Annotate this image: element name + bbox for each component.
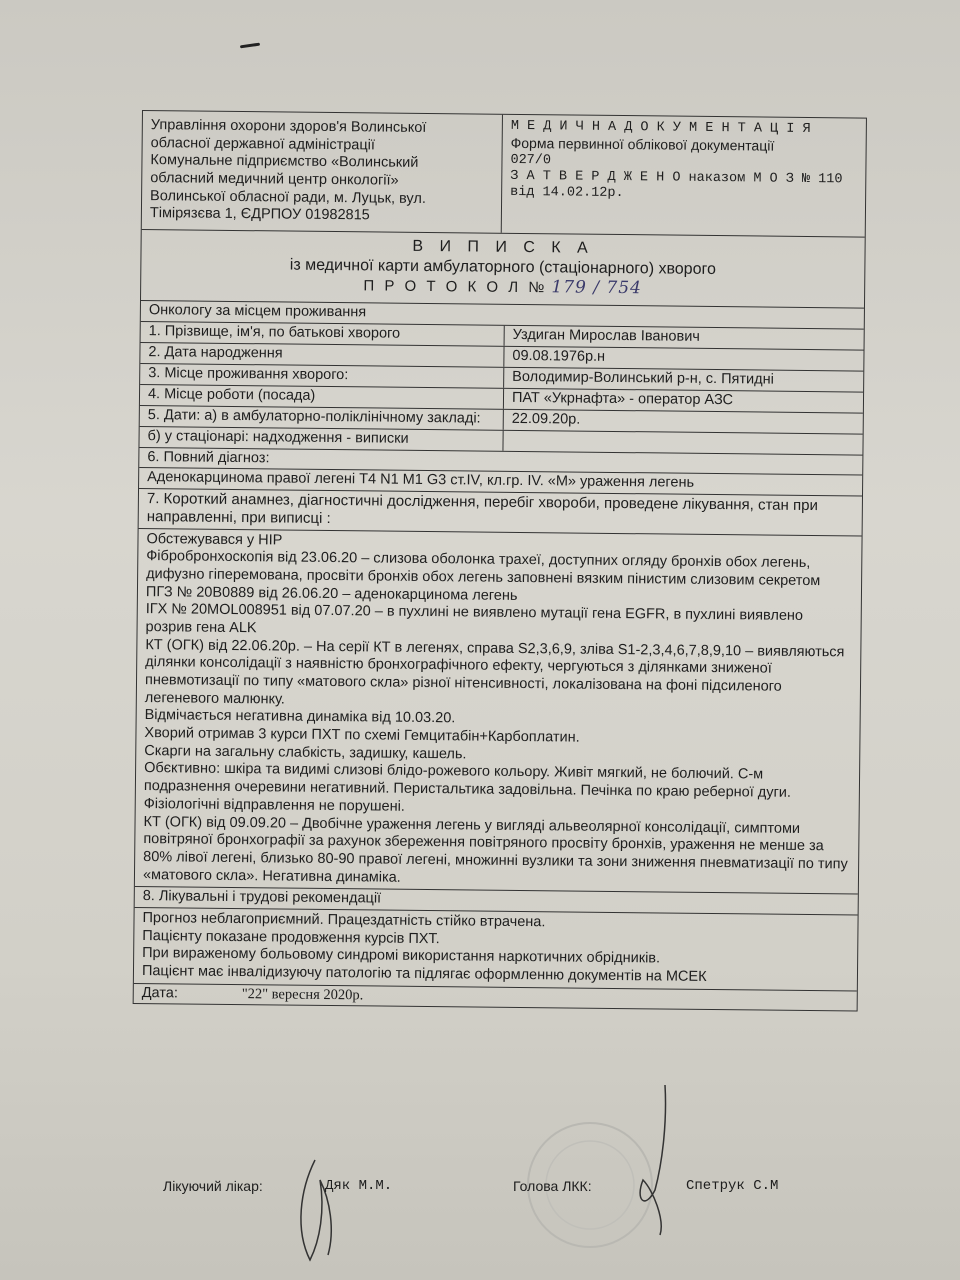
institution-line: обласної державної адміністрації xyxy=(150,134,376,154)
recommendation-line: Пацієнт має інвалідизуючу патологію та підлягає оформленню документів на МСЕК xyxy=(141,963,707,986)
field-value: 09.08.1976р.н xyxy=(512,347,606,365)
institution-line: Волинської обласної ради, м. Луцьк, вул. xyxy=(150,187,426,207)
title-subtitle: із медичної карти амбулаторного (стаціонарного) хворого xyxy=(289,256,717,278)
form-info-block xyxy=(502,115,866,237)
field-label: 3. Місце проживання хворого: xyxy=(140,364,504,388)
diagnosis-text: Аденокарцинома правої легені Т4 N1 M1 G3 ст.IV, кл.гр. IV. «М» ураження легень xyxy=(139,468,862,496)
recommendation-line: Пацієнту показане продовження курсів ПХТ. xyxy=(142,927,440,947)
anamnesis-paragraph: Обстежувався у НІР xyxy=(146,530,283,549)
anamnesis-paragraph: ПГЗ № 20В0889 від 26.06.20 – аденокарцинома легень xyxy=(145,583,518,604)
field-value: ПАТ «Укрнафта» - оператор АЗС xyxy=(511,389,734,408)
anamnesis-paragraph: КТ (ОГК) від 22.06.20р. – На серії КТ в легенях, справа S2,3,6,9, зліва S1-2,3,4,6,7,8,9,10 – виявляються ділянки консолідації з наявністю бронхографічного ефекту, чергуються з ділянками зниженої пневмотизації по типу «матового скла» різної нітенсивності, локалізована на фоні підсиленого легеневого малюнку. xyxy=(144,636,845,708)
institution-block xyxy=(142,111,503,233)
institution-line: Тімірязєва 1, ЄДРПОУ 01982815 xyxy=(149,205,370,224)
anamnesis-paragraph: Скарги на загальну слабкість, задишку, кашель. xyxy=(144,742,467,763)
field-label: 5. Дати: а) в амбулаторно-поліклінічному закладі: xyxy=(140,406,504,430)
field-value: 22.09.20р. xyxy=(511,410,581,428)
field-label: 1. Прізвище, ім'я, по батькові хворого xyxy=(141,322,505,346)
anamnesis-paragraph: Хворий отримав 3 курси ПХТ по схемі Гемцитабін+Карбоплатин. xyxy=(144,725,580,746)
protocol-number: 179 / 754 xyxy=(551,277,642,299)
recommendations-label: 8. Лікувальні і трудові рекомендації xyxy=(135,887,858,915)
field-label: б) у стаціонарі: надходження - виписки xyxy=(139,427,503,451)
head-name: Спетрук С.М xyxy=(686,1178,779,1194)
date-value: "22" вересня 2020р. xyxy=(241,985,364,1004)
institution-line: Управління охорони здоров'я Волинської xyxy=(150,117,427,136)
institution-line: обласний медичний центр онкології» xyxy=(150,170,399,189)
anamnesis-paragraph: Відмічається негативна динаміка від 10.03.20. xyxy=(144,707,456,727)
protocol-label: П Р О Т О К О Л № xyxy=(363,277,548,297)
anamnesis-body xyxy=(135,529,862,895)
anamnesis-paragraph: ІГХ № 20MOL008951 від 07.07.20 – в пухлині не виявлено мутації гена EGFR, в пухлині виявлено розрив гена ALK xyxy=(145,601,804,637)
approved-date: від 14.02.12р. xyxy=(510,185,624,202)
field-label: 4. Місце роботи (посада) xyxy=(140,385,504,409)
field-value: Уздиган Мирослав Іванович xyxy=(512,326,700,345)
doctor-signature xyxy=(290,1150,350,1270)
recommendations-body xyxy=(134,908,858,991)
field-label: 2. Дата народження xyxy=(140,343,504,367)
anamnesis-paragraph: Обєктивно: шкіра та видимі слизові блідо-рожевого кольору. Живіт мягкий, не болючий. С-м подразнення очеревини негативний. Перистальтика задовільна. Печінка по краю реберної дуги. Фізіологічні відправлення не порушені. xyxy=(143,760,792,815)
doc-type: М Е Д И Ч Н А Д О К У М Е Н Т А Ц І Я xyxy=(510,118,811,138)
approved-order: З А Т В Е Р Д Ж Е Н О наказом М О З № 110 xyxy=(510,168,843,188)
anamnesis-label: 7. Короткий анамнез, діагностичні дослідження, перебіг хвороби, проведене лікування, стан при направленні, при виписці : xyxy=(139,489,862,536)
medical-extract-form xyxy=(133,110,867,1012)
head-signature xyxy=(625,1080,685,1240)
date-label: Дата: xyxy=(141,984,178,1002)
anamnesis-paragraph: Фібробронхоскопія від 23.06.20 – слизова оболонка трахеї, доступних огляду бронхів обох легень, дифузно гіперемована, просвіти бронхів обох легень заповнені вязким пінистим слизовим секретом xyxy=(146,548,821,590)
form-header xyxy=(142,111,866,238)
pen-mark xyxy=(240,43,260,49)
form-number: 027/0 xyxy=(510,152,552,168)
head-label: Голова ЛКК: xyxy=(513,1178,592,1194)
doctor-label: Лікуючий лікар: xyxy=(163,1178,263,1194)
recipient: Онкологу за місцем проживання xyxy=(141,301,864,329)
title-heading: В И П И С К А xyxy=(412,237,594,257)
doctor-name: Дяк М.М. xyxy=(325,1178,393,1194)
document-title xyxy=(141,230,865,308)
field-value: Володимир-Волинський р-н, с. Пятидні xyxy=(512,368,774,388)
institution-line: Комунальне підприємство «Волинський xyxy=(150,152,419,172)
form-text: Форма первинної облікової документації xyxy=(510,135,775,155)
field-value xyxy=(503,430,862,454)
recommendation-line: Прогноз неблагоприємний. Працездатність стійко втрачена. xyxy=(142,910,546,931)
recommendation-line: При вираженому больовому синдромі використання наркотичних обрідників. xyxy=(142,945,661,967)
diagnosis-label: 6. Повний діагноз: xyxy=(139,448,862,476)
anamnesis-paragraph: КТ (ОГК) від 09.09.20 – Двобічне ураження легень у вигляді альвеолярної консолідації, симптоми повітряної бронхографії за рахунок збереження повітряного просвіту бронхів, ураження не менше за 80% лівої легені, близько 80-90 правої легені, множинні вузлики та зони зниження пневматизації по типу «матового скла». Негативна динаміка. xyxy=(142,813,848,886)
